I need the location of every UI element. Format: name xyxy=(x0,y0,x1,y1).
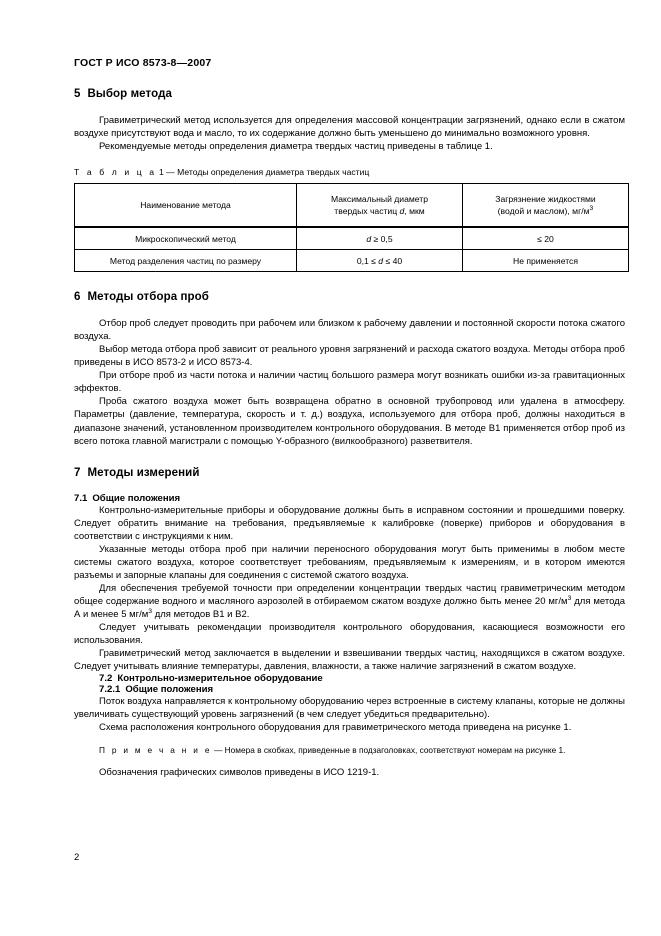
heading-section-7-2-number: 7.2 xyxy=(99,673,113,685)
heading-section-7-1-title: Общие положения xyxy=(92,492,181,504)
section-7-1-unit-exponent-2: 3 xyxy=(148,607,153,615)
table-1-header-row xyxy=(75,184,629,228)
heading-section-6-number: 6 xyxy=(74,291,81,304)
table-1-header-liquid-line1: Загрязнение жидкостями xyxy=(495,194,596,205)
table-1-header-diameter-symbol: d xyxy=(399,206,405,217)
table-1-row2-liquid: Не применяется xyxy=(463,250,629,272)
table-1-caption xyxy=(74,167,625,177)
section-5-paragraph-2: Рекомендуемые методы определения диаметра твердых частиц приведены в таблице 1. xyxy=(99,141,493,153)
heading-section-5-title: Выбор метода xyxy=(87,88,172,100)
heading-section-7-number: 7 xyxy=(74,466,81,479)
table-1-header-diameter xyxy=(297,184,463,228)
table-1-header-liquid-unit-exponent: 3 xyxy=(589,205,594,213)
table-1-row1-diameter-symbol: d xyxy=(366,233,372,244)
heading-section-7-title: Методы измерений xyxy=(87,466,200,479)
table-1-row2-diameter-post: ≤ 40 xyxy=(383,255,403,266)
section-7-1-paragraph-4: Следует учитывать рекомендации производителя контрольного оборудования, касающиеся возможности его использования. xyxy=(74,622,625,647)
heading-section-7 xyxy=(74,467,625,479)
table-1-row1-diameter-post: ≥ 0,5 xyxy=(371,233,393,244)
table-1-header-diameter-line2-pre: твердых частиц xyxy=(334,206,400,217)
heading-section-7-1-number: 7.1 xyxy=(74,492,88,504)
table-1-row2-method: Метод разделения частиц по размеру xyxy=(75,250,297,272)
table-1-header-liquid-line2-pre: (водой и маслом), мг/м xyxy=(497,206,590,217)
table-row xyxy=(75,227,629,250)
table-1-row1-method: Микроскопический метод xyxy=(75,227,297,250)
table-1-caption-number: 1 xyxy=(158,167,164,178)
note-figure-reference xyxy=(74,744,625,756)
table-1-header-diameter-line1: Максимальный диаметр xyxy=(331,194,428,205)
table-1-caption-text: Методы определения диаметра твердых частиц xyxy=(177,167,370,178)
section-6-paragraph-3: При отборе проб из части потока и наличии частиц большого размера могут возникать ошибки из-за гравитационных эффектов. xyxy=(74,370,625,395)
page-content xyxy=(74,88,625,779)
section-7-2-1-paragraph-2: Схема расположения контрольного оборудования для гравиметрического метода приведена на рисунке 1. xyxy=(99,722,572,734)
heading-section-7-2-title: Контрольно-измерительное оборудование xyxy=(117,673,323,685)
section-7-1-paragraph-2: Указанные методы отбора проб при наличии переносного оборудования могут быть применимы в любом месте системы сжатого воздуха, которое соответствует требованиям, предъявляемым к измерениям, и в котором имеются разъемы и запорные клапаны для соединения с системой сжатого воздуха. xyxy=(74,543,625,581)
heading-section-7-2 xyxy=(74,673,625,684)
section-7-1-paragraph-5: Гравиметрический метод заключается в выделении и взвешивании твердых частиц, находящихся в сжатом воздухе. Следует учитывать влияние температуры, давления, влажности, а также наличие загрязнений в сжатом воздухе. xyxy=(74,648,625,673)
table-1-header-method-line1: Наименование метода xyxy=(140,200,231,211)
table-1-header-method xyxy=(75,184,297,228)
heading-section-7-2-1-title: Общие положения xyxy=(125,684,214,696)
section-7-1-paragraph-3-part2: для метода А и менее 5 мг/м xyxy=(74,595,626,620)
heading-section-7-2-1-number: 7.2.1 xyxy=(99,684,121,696)
table-1-header-diameter-line2-post: , мкм xyxy=(404,206,425,217)
heading-section-7-2-1 xyxy=(74,684,625,695)
heading-section-6 xyxy=(74,291,625,303)
table-1 xyxy=(74,183,629,272)
table-1-caption-dash: — xyxy=(166,167,175,178)
note-label: П р и м е ч а н и е xyxy=(99,745,212,756)
table-1-row1-diameter xyxy=(297,227,463,250)
section-6-paragraph-2: Выбор метода отбора проб зависит от реального уровня загрязнений и расхода сжатого воздуха. Методы отбора проб приведены в ИСО 8573-2 и ИСО 8573-4. xyxy=(74,344,625,369)
section-6-paragraph-4: Проба сжатого воздуха может быть возвращена обратно в основной трубопровод или удалена в атмосферу. Параметры (давление, температура, скорость и т. д.) воздуха, используемого для отбора проб, должны находиться в диапазоне значений, установленном производителем контрольного оборудования. В методе В1 применяется отбор проб из всего потока главной магистрали с помощью Y-образного (вилкообразного) разветвителя. xyxy=(74,396,625,447)
heading-section-7-1 xyxy=(74,493,625,504)
section-5-paragraph-1: Гравиметрический метод используется для определения массовой концентрации загрязнений, однако если в сжатом воздухе присутствуют вода и масло, то их содержание должно быть уменьшено до минимально возможного уровня. xyxy=(74,115,625,140)
table-1-header-liquid xyxy=(463,184,629,228)
heading-section-6-title: Методы отбора проб xyxy=(87,291,210,304)
table-1-row2-diameter-symbol: d xyxy=(378,255,384,266)
table-1-header-diameter-line2 xyxy=(297,205,462,217)
section-6-paragraph-1: Отбор проб следует проводить при рабочем или близком к рабочему давлении и постоянной скорости потока сжатого воздуха. xyxy=(74,318,625,343)
note-text: Номера в скобках, приведенные в подзаголовках, соответствуют номерам на рисунке 1. xyxy=(224,745,566,756)
table-1-header-liquid-line2 xyxy=(463,205,628,217)
page-number: 2 xyxy=(74,852,80,863)
table-1-row1-liquid: ≤ 20 xyxy=(463,227,629,250)
closing-paragraph-symbols: Обозначения графических символов приведены в ИСО 1219-1. xyxy=(99,767,380,779)
section-7-1-unit-exponent-1: 3 xyxy=(567,594,572,602)
section-7-1-paragraph-3-part3: для методов В1 и В2. xyxy=(152,608,250,620)
heading-section-5 xyxy=(74,88,625,100)
note-dash: — xyxy=(214,745,223,756)
section-7-1-paragraph-3 xyxy=(74,582,625,621)
table-1-row2-diameter-pre: 0,1 ≤ xyxy=(356,255,379,266)
heading-section-5-number: 5 xyxy=(74,88,81,100)
section-7-1-paragraph-1: Контрольно-измерительные приборы и оборудование должны быть в исправном состоянии и прошедшими поверку. Следует обратить внимание на требования, предъявляемые к калибровке (поверке) приборов и оборудования в соответствии с инструкциями к ним. xyxy=(74,504,625,542)
running-header: ГОСТ Р ИСО 8573-8—2007 xyxy=(74,57,212,69)
table-row xyxy=(75,250,629,272)
table-1-caption-label: Т а б л и ц а xyxy=(74,167,157,178)
section-7-1-paragraph-3-part1: Для обеспечения требуемой точности при определении концентрации твердых частиц гравиметрическим методом общее содержание водного и масляного аэрозолей в отбираемом сжатом воздухе должно быть менее 20 мг/м xyxy=(74,582,625,607)
table-1-row2-diameter xyxy=(297,250,463,272)
section-7-2-1-paragraph-1: Поток воздуха направляется к контрольному оборудованию через встроенные в систему клапаны, которые не должны увеличивать существующий уровень загрязнений (в чем следует убедиться предварительно). xyxy=(74,696,625,721)
